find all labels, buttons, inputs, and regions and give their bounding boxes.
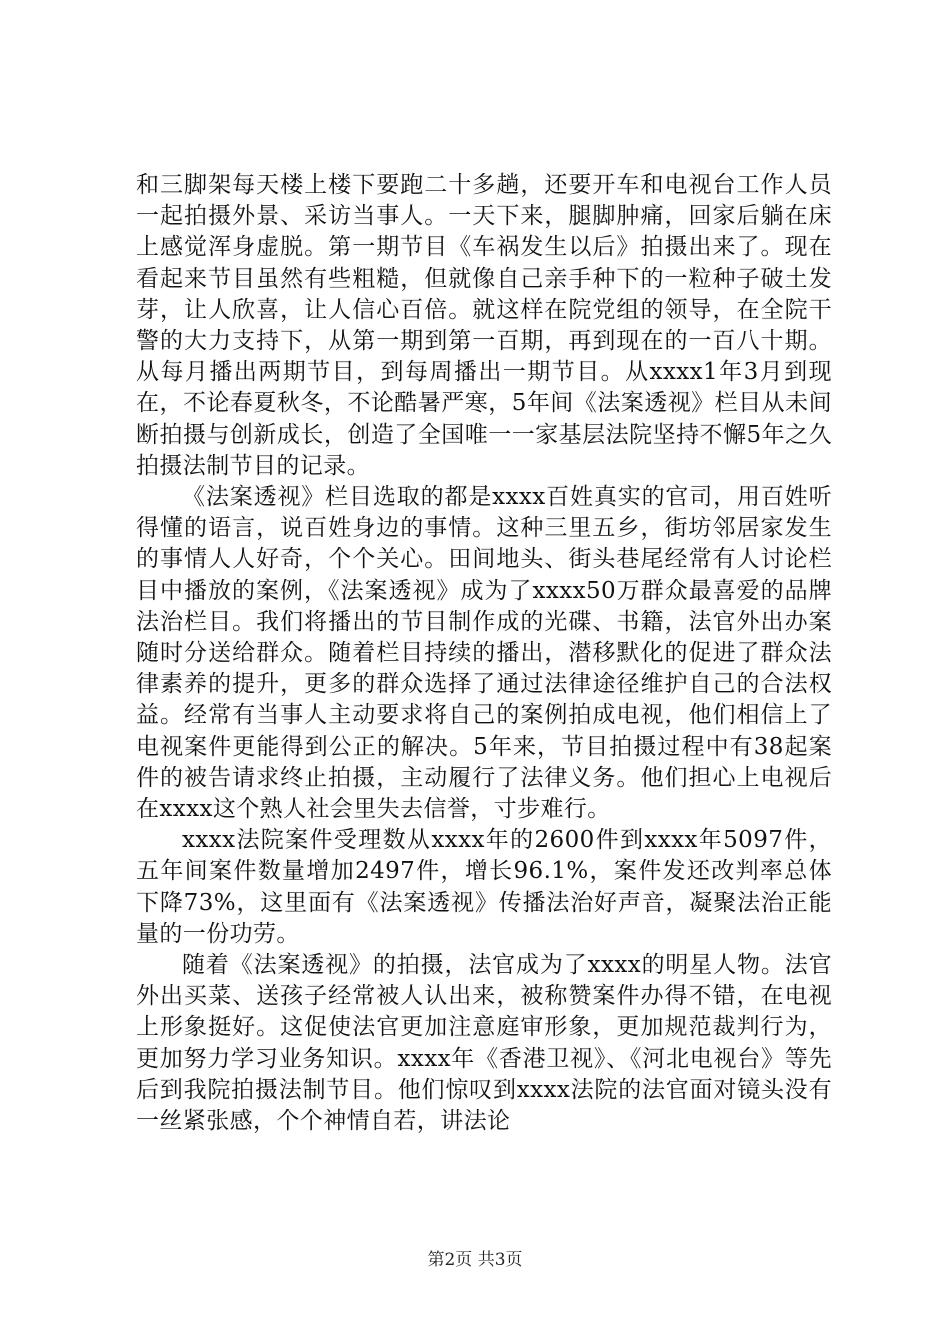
paragraph-judges-image: 随着《法案透视》的拍摄，法官成为了xxxx的明星人物。法官外出买菜、送孩子经常被人认出来，被称赞案件办得不错，在电视上形象挺好。这促使法官更加注意庭审形象，更加规范裁判行为，更加努力学习业务知识。xxxx年《香港卫视》、《河北电视台》等先后到我院拍摄法制节目。他们惊叹到xxxx法院的法官面对镜头没有一丝紧张感，个个神情自若，讲法论 <box>136 952 832 1135</box>
paragraph-case-statistics: xxxx法院案件受理数从xxxx年的2600件到xxxx年5097件，五年间案件数量增加2497件，增长96.1%，案件发还改判率总体下降73%，这里面有《法案透视》传播法治好声音，凝聚法治正能量的一份功劳。 <box>136 827 832 947</box>
paragraph-program-content: 《法案透视》栏目选取的都是xxxx百姓真实的官司，用百姓听得懂的语言，说百姓身边的事情。这种三里五乡，街坊邻居家发生的事情人人好奇，个个关心。田间地头、街头巷尾经常有人讨论栏目中播放的案例，《法案透视》成为了xxxx50万群众最喜爱的品牌法治栏目。我们将播出的节目制作成的光碟、书籍，法官外出办案随时分送给群众。随着栏目持续的播出，潜移默化的促进了群众法律素养的提升，更多的群众选择了通过法律途径维护自己的合法权益。经常有当事人主动要求将自己的案例拍成电视，他们相信上了电视案件更能得到公正的解决。5年来，节目拍摄过程中有38起案件的被告请求终止拍摄，主动履行了法律义务。他们担心上电视后在xxxx这个熟人社会里失去信誉，寸步难行。 <box>136 484 832 823</box>
page-number-footer: 第2页 共3页 <box>427 1250 523 1270</box>
paragraph-continuation: 和三脚架每天楼上楼下要跑二十多趟，还要开车和电视台工作人员一起拍摄外景、采访当事人。一天下来，腿脚肿痛，回家后躺在床上感觉浑身虚脱。第一期节目《车祸发生以后》拍摄出来了。现在看起来节目虽然有些粗糙，但就像自己亲手种下的一粒种子破土发芽，让人欣喜，让人信心百倍。就这样在院党组的领导，在全院干警的大力支持下，从第一期到第一百期，再到现在的一百八十期。从每月播出两期节目，到每周播出一期节目。从xxxx1年3月到现在，不论春夏秋冬，不论酷暑严寒，5年间《法案透视》栏目从未间断拍摄与创新成长，创造了全国唯一一家基层法院坚持不懈5年之久拍摄法制节目的记录。 <box>136 172 832 479</box>
document-body <box>136 170 832 1137</box>
